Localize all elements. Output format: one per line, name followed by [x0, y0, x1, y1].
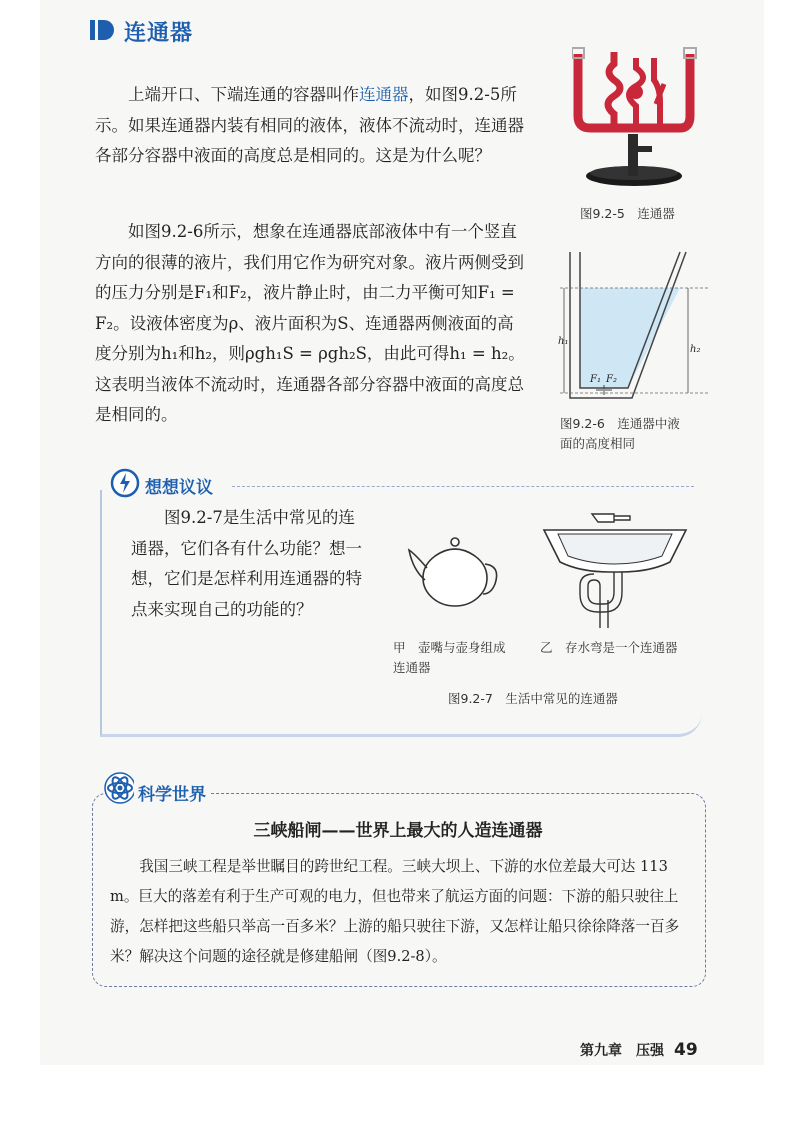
section-mark-icon — [90, 18, 116, 42]
section-title: 连通器 — [124, 21, 194, 46]
science-world-title: 科学世界 — [134, 780, 210, 805]
figure-9-2-6-caption — [560, 414, 680, 454]
footer-chapter: 第九章 压强 — [580, 1043, 664, 1059]
science-world-subtitle: 三峡船闸——世界上最大的人造连通器 — [253, 821, 543, 841]
figure-9-2-6-caption-line2: 面的高度相同 — [560, 436, 636, 451]
figure-9-2-7a-caption-line2: 连通器 — [393, 660, 431, 675]
intro-paragraph-2: 如图9.2-6所示，想象在连通器底部液体中有一个竖直方向的很薄的液片，我们用它作为研究对象。液片两侧受到的压力分别是F₁和F₂，液片静止时，由二力平衡可知F₁ = F₂。设液体密度为ρ、液片面积为S、连通器两侧液面的高度分别为h₁和h₂，则ρgh₁S = ρgh₂S，由此可得h₁ = h₂。这表明当液体不流动时，连通器各部分容器中液面的高度总是相同的。 — [95, 222, 525, 424]
think-discuss-text: 图9.2-7是生活中常见的连通器，它们各有什么功能？想一想，它们是怎样利用连通器的特点来实现自己的功能的？ — [131, 508, 362, 619]
h2-label: h₂ — [690, 344, 701, 355]
intro-p1-part-a: 上端开口、下端连通的容器叫作 — [128, 85, 359, 104]
sink-with-trap-image — [540, 500, 690, 630]
h1-label: h₁ — [558, 336, 569, 347]
connected-vessel-apparatus-image — [572, 44, 702, 194]
science-world-text: 我国三峡工程是举世瞩目的跨世纪工程。三峡大坝上、下游的水位差最大可达 113 m。巨大的落差有利于生产可观的电力，但也带来了航运方面的问题：下游的船只驶往上游，怎样把这些船只举高一百多米？上游的船只驶往下游，又怎样让船只徐徐降落一百多米？解决这个问题的途径就是修建船闸（图9.2-8）。 — [110, 858, 680, 965]
figure-9-2-5-caption: 图9.2-5 连通器 — [580, 206, 675, 221]
figure-9-2-6-caption-line1: 图9.2-6 连通器中液 — [560, 416, 680, 431]
think-title-divider — [232, 486, 694, 487]
page-number: 49 — [674, 1040, 698, 1060]
connected-vessel-diagram — [556, 248, 716, 408]
lightning-bulb-icon — [110, 468, 140, 498]
term-connected-vessel: 连通器 — [359, 85, 409, 104]
figure-9-2-7-caption: 图9.2-7 生活中常见的连通器 — [448, 691, 618, 706]
page-footer — [580, 1040, 698, 1060]
atom-icon — [104, 772, 136, 804]
figure-9-2-7a-caption-line1: 甲 壶嘴与壶身组成 — [393, 640, 506, 655]
figure-9-2-7a-caption — [393, 638, 523, 678]
intro-p1-part-c: ，如图9.2-5所示。如果连通器内装有相同的液体，液体不流动时，连通器各部分容器中液面的高度总是相同的。这是为什么呢？ — [95, 85, 524, 165]
intro-paragraph-1 — [95, 80, 530, 172]
f2-label: F₂ — [606, 374, 617, 385]
think-discuss-title: 想想议议 — [145, 478, 213, 498]
teapot-image — [405, 520, 500, 615]
figure-9-2-7b-caption: 乙 存水弯是一个连通器 — [540, 640, 678, 655]
f1-label: F₁ — [590, 374, 601, 385]
